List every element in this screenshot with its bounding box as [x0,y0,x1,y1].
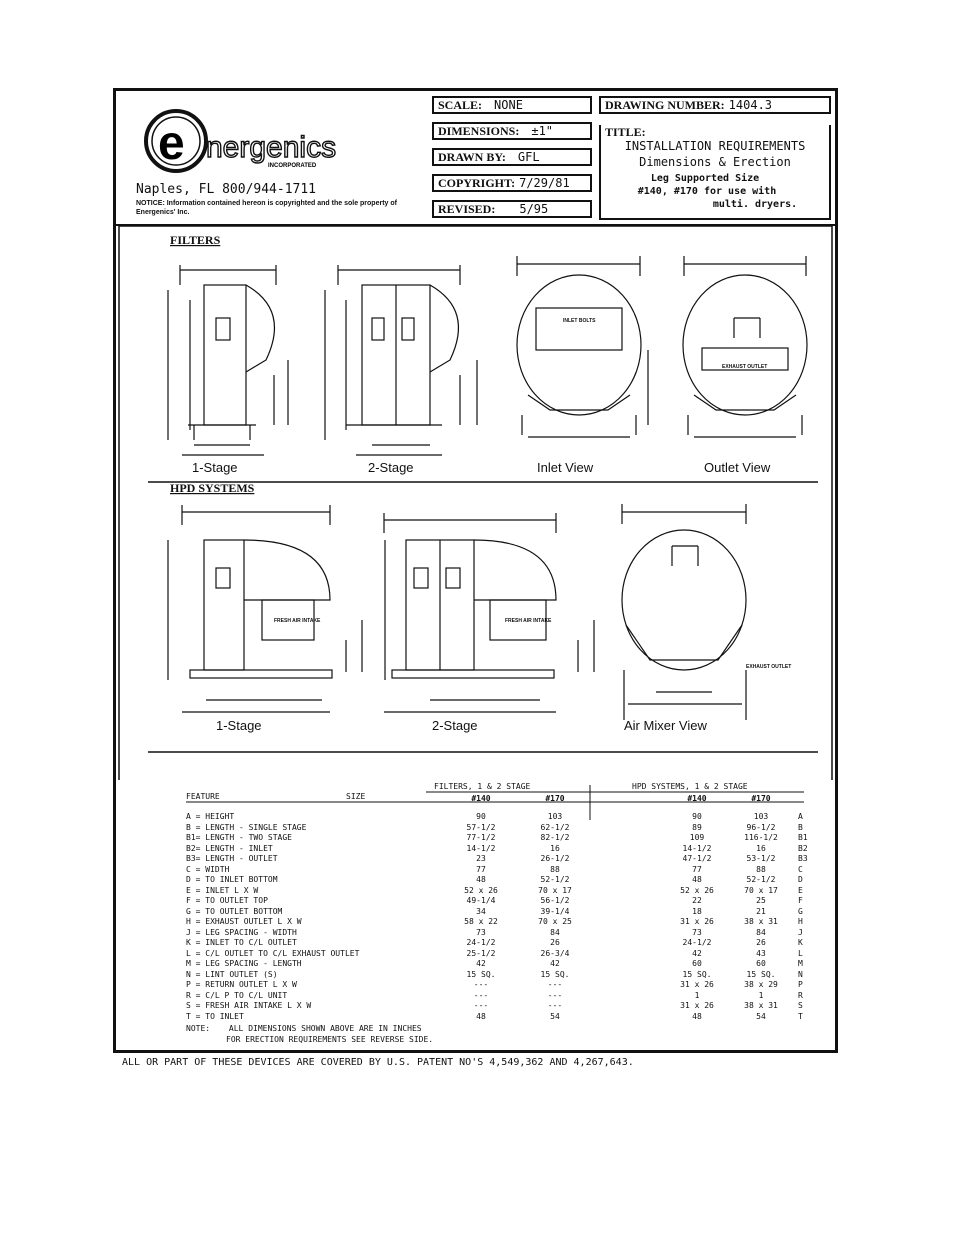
air-mixer-view-drawing [622,504,746,720]
table-cell-code: F [798,896,803,905]
table-note-label: NOTE: [186,1024,211,1033]
table-note-row [186,1024,806,1034]
fresh-air-intake-2stage-label: FRESH AIR INTAKE [505,618,552,624]
title-line-2: Dimensions & Erection [639,155,791,169]
table-cell-feature: P = RETURN OUTLET L X W [186,980,297,989]
outlet-view-caption: Outlet View [704,460,771,475]
table-cell-h140: 89 [692,822,702,832]
table-row [186,896,806,906]
table-cell-h170: 84 [756,927,766,937]
table-cell-h170: 43 [756,948,766,958]
table-cell-h170: 15 SQ. [746,969,776,979]
notice-label: NOTICE: [136,200,165,207]
table-cell-code: S [798,1001,803,1010]
table-cell-f140: 23 [476,854,486,863]
table-cell-code: G [798,906,803,916]
table-cell-f170: 26 [550,938,560,947]
table-cell-code: N [798,969,803,979]
title-line-4: #140, #170 for use with [637,186,777,197]
table-cell-h140: 31 x 26 [680,1001,714,1010]
table-cell-h170: 38 x 29 [744,980,778,989]
exhaust-outlet-mixer-label: EXHAUST OUTLET [746,664,792,670]
table-cell-h140: 14-1/2 [682,843,712,853]
table-cell-h170: 60 [756,959,766,968]
table-cell-f170: 26-3/4 [540,948,570,958]
patent-notice: ALL OR PART OF THESE DEVICES ARE COVERED BY U.S. PATENT NO'S 4,549,362 AND 4,267,643. [122,1057,634,1068]
table-cell-code: H [798,917,803,926]
outlet-view-drawing [683,256,807,437]
drawing-number-value: 1404.3 [728,98,773,112]
table-cell-f170: --- [547,1001,563,1010]
table-cell-code: M [798,959,803,968]
table-cell-h140: 52 x 26 [680,885,714,895]
table-cell-f170: 56-1/2 [540,896,570,905]
table-cell-h140: 15 SQ. [682,969,712,979]
table-cell-feature: B = LENGTH - SINGLE STAGE [186,822,307,832]
table-cell-f140: 52 x 26 [464,885,498,895]
filters-1stage-drawing [168,265,288,455]
table-cell-feature: L = C/L OUTLET TO C/L EXHAUST OUTLET [186,948,360,958]
table-cell-f140: 58 x 22 [464,917,498,926]
table-cell-h140: 77 [692,864,702,874]
table-cell-h140: 90 [692,812,702,821]
table-row [186,1012,806,1022]
drawn-by-label: DRAWN BY: [438,150,506,164]
table-cell-f170: 70 x 17 [538,885,572,895]
hpd-2stage-caption: 2-Stage [432,718,478,733]
table-cell-feature: B2= LENGTH - INLET [186,843,273,853]
table-cell-h170: 21 [756,906,766,916]
table-note-row-2 [226,1035,846,1045]
table-cell-h140: 60 [692,959,702,968]
table-cell-f140: 34 [476,906,486,916]
table-cell-code: B2 [798,843,808,853]
company-location: Naples, FL 800/944-1711 [136,182,317,197]
table-col-f170: #170 [545,794,565,803]
inlet-view-caption: Inlet View [537,460,594,475]
table-cell-feature: S = FRESH AIR INTAKE L X W [186,1001,312,1010]
table-group-filters: FILTERS, 1 & 2 STAGE [434,782,531,791]
drawing-number-label: DRAWING NUMBER: [605,98,725,112]
table-cell-f140: 49-1/4 [466,896,496,905]
table-size-header: SIZE [346,792,366,801]
table-cell-f140: 15 SQ. [466,969,496,979]
table-cell-f140: 48 [476,875,486,884]
table-row [186,812,806,822]
table-cell-f170: 16 [550,843,560,853]
table-cell-h170: 38 x 31 [744,917,778,926]
table-cell-feature: J = LEG SPACING - WIDTH [186,927,297,937]
table-cell-code: K [798,938,803,947]
table-note-line1: ALL DIMENSIONS SHOWN ABOVE ARE IN INCHES [228,1024,422,1033]
title-line-1: INSTALLATION REQUIREMENTS [624,139,806,153]
inlet-bolts-label: INLET BOLTS [563,318,596,324]
table-row [186,970,806,980]
table-row [186,991,806,1001]
table-cell-f140: 42 [476,959,486,968]
table-cell-feature: D = TO INLET BOTTOM [186,875,278,884]
table-row [186,949,806,959]
fresh-air-intake-1stage-label: FRESH AIR INTAKE [274,618,321,624]
table-cell-f170: 39-1/4 [540,906,570,916]
table-cell-h140: 48 [692,875,702,884]
table-cell-h140: 73 [692,927,702,937]
table-cell-code: R [798,990,803,1000]
table-cell-f170: 54 [550,1011,560,1021]
table-cell-f170: 15 SQ. [540,969,570,979]
table-cell-f140: 73 [476,927,486,937]
dimensions-label: DIMENSIONS: [438,124,520,138]
table-cell-h170: 70 x 17 [744,885,778,895]
table-cell-f170: 82-1/2 [540,833,570,842]
table-cell-h170: 38 x 31 [744,1001,778,1010]
table-header [186,782,806,804]
table-cell-f140: 77 [476,864,486,874]
table-cell-feature: F = TO OUTLET TOP [186,896,268,905]
table-cell-feature: G = TO OUTLET BOTTOM [186,906,283,916]
table-cell-code: C [798,864,803,874]
table-cell-code: B [798,822,803,832]
table-cell-h140: 24-1/2 [682,938,712,947]
table-col-h170: #170 [751,794,771,803]
table-cell-feature: C = WIDTH [186,864,230,874]
scale-label: SCALE: [438,98,483,112]
table-row [186,875,806,885]
table-cell-f170: --- [547,990,563,1000]
logo-letter: e [158,117,185,170]
table-cell-h170: 52-1/2 [746,875,776,884]
table-cell-h140: 109 [689,833,705,842]
table-cell-feature: H = EXHAUST OUTLET L X W [186,917,302,926]
logo-tagline: INCORPORATED [268,163,317,169]
table-cell-h140: 31 x 26 [680,917,714,926]
table-cell-f170: --- [547,980,563,989]
table-cell-feature: B3= LENGTH - OUTLET [186,854,278,863]
table-cell-f140: 25-1/2 [466,948,496,958]
revised-value: 5/95 [519,202,549,216]
table-cell-f170: 84 [550,927,560,937]
table-cell-f170: 26-1/2 [540,854,570,863]
table-cell-feature: E = INLET L X W [186,885,259,895]
table-cell-code: E [798,885,803,895]
table-row [186,833,806,843]
revised-label: REVISED: [438,202,496,216]
table-cell-h170: 88 [756,864,766,874]
table-col-f140: #140 [471,794,491,803]
table-cell-code: B3 [798,854,808,863]
table-cell-code: B1 [798,833,808,842]
table-cell-f170: 52-1/2 [540,875,570,884]
table-cell-f140: --- [473,1001,489,1010]
table-row [186,844,806,854]
table-cell-f170: 88 [550,864,560,874]
table-row [186,917,806,927]
hpd-1stage-caption: 1-Stage [216,718,262,733]
table-cell-f140: 77-1/2 [466,833,496,842]
logo-wordmark: nergenics [206,131,337,164]
hpd-2stage-drawing [384,513,594,712]
table-cell-h140: 18 [692,906,702,916]
table-cell-f140: 14-1/2 [466,843,496,853]
table-cell-f170: 70 x 25 [538,917,572,926]
copyright-value: 7/29/81 [519,176,570,190]
table-row [186,823,806,833]
notice-text: Information contained hereon is copyrighted and the sole property of Energenics' Inc. [136,200,397,216]
table-feature-header: FEATURE [186,792,220,801]
dimensions-value: ±1" [531,124,554,138]
filters-1stage-caption: 1-Stage [192,460,238,475]
table-cell-h170: 116-1/2 [744,833,778,842]
table-cell-feature: N = LINT OUTLET (S) [186,969,278,979]
table-cell-h140: 22 [692,896,702,905]
table-row [186,959,806,969]
table-col-h140: #140 [687,794,707,803]
inlet-view-drawing [517,256,648,437]
title-line-3: Leg Supported Size [650,173,760,184]
table-row [186,886,806,896]
table-cell-f170: 62-1/2 [540,822,570,832]
hpd-1stage-drawing [168,505,362,712]
table-cell-h140: 31 x 26 [680,980,714,989]
table-cell-h170: 96-1/2 [746,822,776,832]
table-cell-f140: 57-1/2 [466,822,496,832]
table-cell-code: A [798,812,803,821]
table-cell-h170: 53-1/2 [746,854,776,863]
table-row [186,865,806,875]
table-cell-h170: 103 [753,812,769,821]
table-cell-feature: M = LEG SPACING - LENGTH [186,959,302,968]
table-cell-h170: 1 [758,990,764,1000]
table-cell-code: P [798,980,803,989]
table-cell-h140: 48 [692,1011,702,1021]
table-cell-f170: 103 [547,812,563,821]
scale-value: NONE [494,98,523,112]
table-cell-code: J [798,927,803,937]
table-cell-h140: 42 [692,948,702,958]
section-hpd-label: HPD SYSTEMS [170,481,255,495]
copyright-label: COPYRIGHT: [438,176,516,190]
table-row [186,928,806,938]
table-cell-f140: 90 [476,812,486,821]
table-cell-code: D [798,875,803,884]
drawn-by-value: GFL [517,150,540,164]
filters-2stage-caption: 2-Stage [368,460,414,475]
table-cell-h170: 26 [756,938,766,947]
title-line-5: multi. dryers. [712,199,798,210]
table-cell-h140: 1 [694,990,700,1000]
table-row [186,1001,806,1011]
table-cell-feature: K = INLET TO C/L OUTLET [186,938,297,947]
table-cell-h170: 54 [756,1011,766,1021]
table-row [186,907,806,917]
title-label: TITLE: [605,125,646,139]
table-cell-f140: --- [473,980,489,989]
table-cell-code: L [798,948,803,958]
table-cell-feature: R = C/L P TO C/L UNIT [186,990,288,1000]
table-cell-f140: 24-1/2 [466,938,496,947]
table-cell-feature: B1= LENGTH - TWO STAGE [186,833,292,842]
section-filters-label: FILTERS [170,233,221,247]
table-row [186,980,806,990]
table-cell-f140: 48 [476,1011,486,1021]
table-cell-f140: --- [473,990,489,1000]
table-cell-f170: 42 [550,959,560,968]
table-cell-h170: 25 [756,896,766,905]
exhaust-outlet-label: EXHAUST OUTLET [722,364,768,370]
table-cell-feature: T = TO INLET [186,1011,244,1021]
air-mixer-view-caption: Air Mixer View [624,718,707,733]
table-cell-h170: 16 [756,843,766,853]
table-note-line2: FOR ERECTION REQUIREMENTS SEE REVERSE SIDE. [226,1035,434,1044]
filters-2stage-drawing [325,265,477,455]
table-cell-feature: A = HEIGHT [186,812,235,821]
table-group-hpd: HPD SYSTEMS, 1 & 2 STAGE [632,782,748,791]
table-cell-code: T [798,1011,803,1021]
table-cell-h140: 47-1/2 [682,854,712,863]
table-row [186,854,806,864]
table-row [186,938,806,948]
